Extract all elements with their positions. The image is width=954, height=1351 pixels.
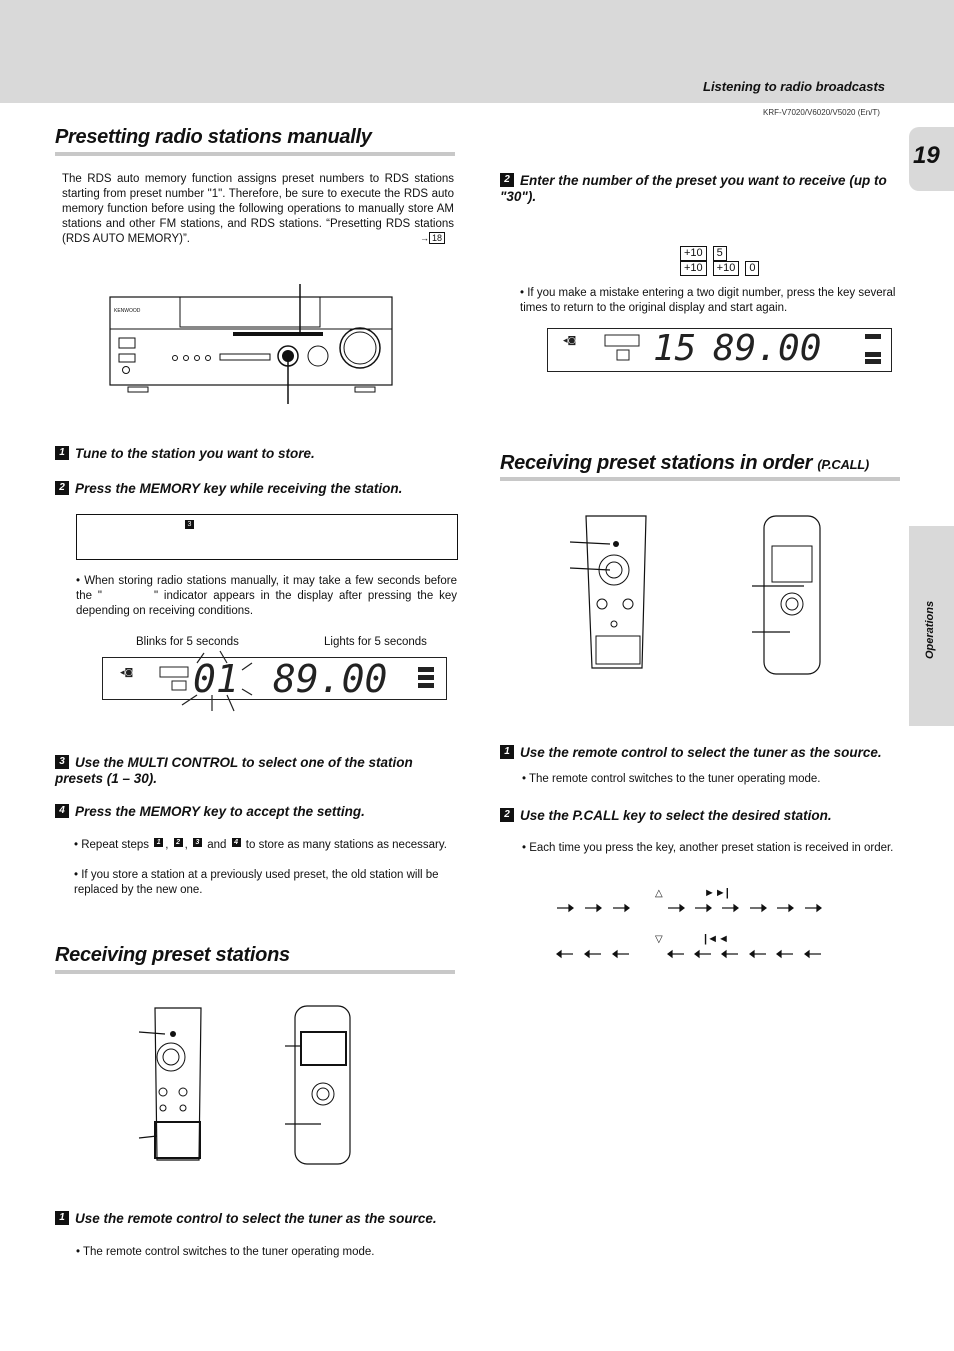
repeat-bullet: • Repeat steps 1 , 2 , 3 and 4 to store as many stations as necessary. xyxy=(74,839,447,851)
step-ref-1: 1 xyxy=(154,838,163,847)
order-step-2 xyxy=(500,808,832,824)
light-label: Lights for 5 seconds xyxy=(324,636,427,648)
blink-label: Blinks for 5 seconds xyxy=(136,636,239,648)
step-text: Use the remote control to select the tuner as the source. xyxy=(75,1211,437,1226)
bullet-part: and xyxy=(207,839,227,851)
lcd-preset-number: 15 xyxy=(653,328,697,369)
receiving-step-1 xyxy=(55,1211,437,1227)
mistake-bullet: • If you make a mistake entering a two digit number, press the key several times to return to the original display and start again. xyxy=(520,287,896,314)
key-plus10: +10 xyxy=(680,261,707,276)
lcd-frequency: 89.00 xyxy=(273,657,388,701)
prev-key-symbol: |◄◄ xyxy=(704,933,729,945)
step-text: Tune to the station you want to store. xyxy=(75,446,315,461)
key-plus10: +10 xyxy=(713,261,740,276)
section-header: Listening to radio broadcasts xyxy=(703,79,886,94)
step-text: Use the remote control to select the tuner as the source. xyxy=(520,745,882,760)
page-ref[interactable]: → 18 xyxy=(420,233,445,243)
remote-illustration-a xyxy=(135,1002,215,1167)
note-box-number: 3 xyxy=(185,520,194,529)
step-number-2: 2 xyxy=(500,173,514,187)
forward-sequence xyxy=(555,901,825,915)
bullet-part: " indicator appears in the display after pressing the xyxy=(153,590,434,602)
receiving-title: Receiving preset stations xyxy=(55,944,290,966)
receiving-bullet-1: • The remote control switches to the tuner operating mode. xyxy=(76,1246,375,1258)
step-text: Use the MULTI CONTROL to select one of the station presets (1 – 30). xyxy=(55,755,413,786)
presetting-intro xyxy=(62,172,454,247)
step-ref-4: 4 xyxy=(232,838,241,847)
presetting-step-3 xyxy=(55,755,435,787)
bullet-text: The remote control switches to the tuner operating mode. xyxy=(83,1246,375,1258)
note-box xyxy=(76,514,458,560)
order-bullet-1: • The remote control switches to the tuner operating mode. xyxy=(522,773,821,785)
step-number-2: 2 xyxy=(500,808,514,822)
side-tab-label: Operations xyxy=(924,600,936,660)
lcd-preset-number: 01 xyxy=(193,657,239,701)
bullet-part: to store as many stations as necessary. xyxy=(245,839,447,851)
key-0: 0 xyxy=(745,261,759,276)
title-rule xyxy=(55,970,455,974)
remote-illustration-b xyxy=(285,1002,355,1167)
order-title-suffix: (P.CALL) xyxy=(817,457,869,472)
step-ref-2: 2 xyxy=(174,838,183,847)
bullet-part: key depending on receiving conditions. xyxy=(76,590,458,617)
overwrite-bullet: • If you store a station at a previously used preset, the old station will be replaced by the new one. xyxy=(74,869,439,896)
step-number-1: 1 xyxy=(55,1211,69,1225)
down-key-symbol: ▽ xyxy=(655,934,663,945)
brand-logo: KENWOOD xyxy=(114,308,141,314)
bullet-text: The remote control switches to the tuner operating mode. xyxy=(529,773,821,785)
presetting-title: Presetting radio stations manually xyxy=(55,126,372,148)
step-text: Press the MEMORY key to accept the setting. xyxy=(75,804,365,819)
key-plus10: +10 xyxy=(680,246,707,261)
intro-text: The RDS auto memory function assigns preset numbers to RDS stations starting from preset number "1". Therefore, be sure to execute the RDS auto memory function before using the following operations to manually store AM stations and other FM stations, and RDS stations. “Presetting RDS stations (RDS AUTO MEMORY)”. xyxy=(62,173,454,245)
backward-sequence xyxy=(555,947,825,961)
title-rule xyxy=(55,152,455,156)
order-bullet-2: • Each time you press the key, another preset station is received in order. xyxy=(522,842,894,854)
presetting-step-2 xyxy=(55,481,402,497)
step-text: Use the P.CALL key to select the desired station. xyxy=(520,808,832,823)
bullet-text: If you store a station at a previously used preset, the old station will be replaced by the new one. xyxy=(74,869,439,896)
bullet-part: When storing radio stations manually, it may take a few seconds before the " xyxy=(76,575,457,602)
order-title-text: Receiving preset stations in order xyxy=(500,452,813,474)
step-text: Enter the number of the preset you want to receive (up to "30"). xyxy=(500,173,887,204)
step-text: Press the MEMORY key while receiving the station. xyxy=(75,481,403,496)
svg-text:◂◙: ◂◙ xyxy=(120,668,134,678)
remote-illustration-c xyxy=(570,512,650,672)
title-rule xyxy=(500,477,900,481)
receiver-illustration xyxy=(100,282,400,407)
key-5: 5 xyxy=(713,246,727,261)
key-sequence-row-2 xyxy=(680,258,765,276)
step-number-4: 4 xyxy=(55,804,69,818)
page-ref-number: 18 xyxy=(429,232,445,244)
bullet-text: Each time you press the key, another preset station is received in order. xyxy=(529,842,894,854)
step-number-3: 3 xyxy=(55,755,69,769)
manual-store-bullet: • When storing radio stations manually, it may take a few seconds before the " " indicator appears in the display after pressing the key depending on receiving conditions. xyxy=(76,575,458,617)
bullet-part: Repeat steps xyxy=(81,839,149,851)
step-number-1: 1 xyxy=(500,745,514,759)
presetting-step-1 xyxy=(55,446,315,462)
step-number-2: 2 xyxy=(55,481,69,495)
lcd-frequency: 89.00 xyxy=(713,328,822,369)
next-key-symbol: ►►| xyxy=(704,887,729,899)
order-title xyxy=(500,452,869,475)
step-ref-3: 3 xyxy=(193,838,202,847)
bullet-text: If you make a mistake entering a two digit number, press the key several times to return to the original display and start again. xyxy=(520,287,896,314)
remote-illustration-d xyxy=(752,512,827,677)
page-number: 19 xyxy=(913,142,940,169)
presetting-step-4 xyxy=(55,804,365,820)
model-number: KRF-V7020/V6020/V5020 (En/T) xyxy=(763,108,880,117)
up-key-symbol: △ xyxy=(655,888,663,899)
order-step-1 xyxy=(500,745,882,761)
svg-text:◂◙: ◂◙ xyxy=(563,336,577,346)
receiving-step-2 xyxy=(500,173,895,205)
step-number-1: 1 xyxy=(55,446,69,460)
